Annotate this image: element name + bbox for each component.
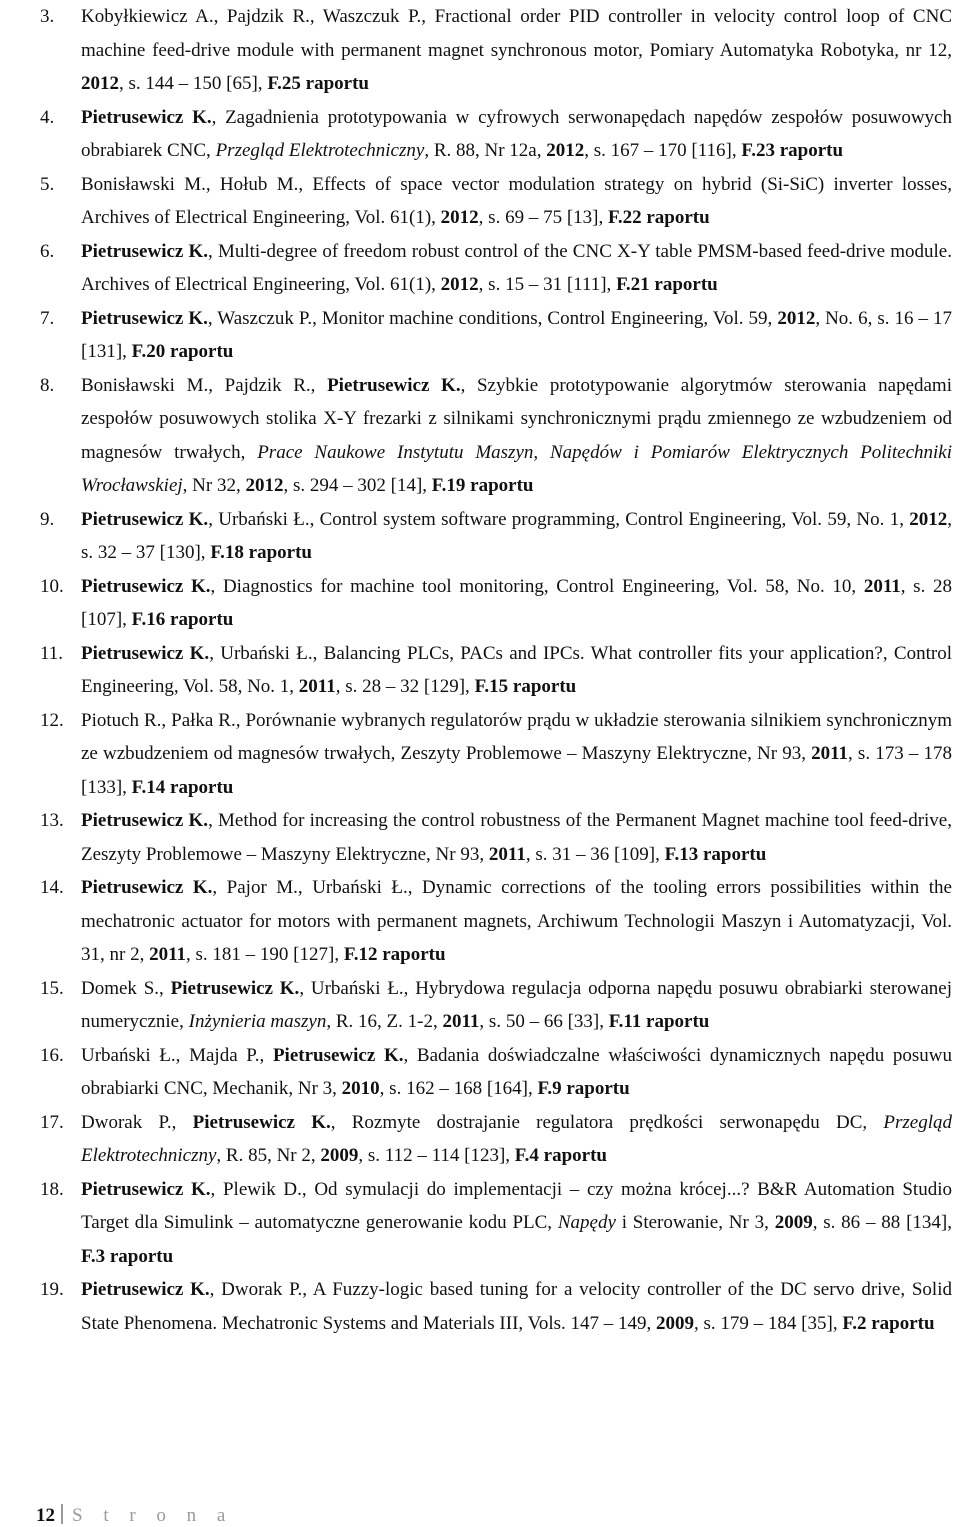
reference-number: 7. [40,307,55,329]
reference-item [40,1106,952,1173]
bold-text: F.18 raportu [210,542,313,563]
bold-text: 2012 [777,307,816,329]
bold-text: F.16 raportu [131,609,234,630]
reference-text: , Multi-degree of freedom robust control of the CNC X-Y table PMSM-based feed-drive module. Archives of Electrical Engineering, Vol. 61(1), [81,240,952,295]
reference-item [40,804,952,871]
bold-text: Pietrusewicz K. [81,106,212,128]
bold-text: Pietrusewicz K. [170,977,300,999]
reference-item [40,570,952,637]
reference-text: , Rozmyte dostrajanie regulatora prędkości serwonapędu DC, [330,1111,884,1133]
italic-text: Przegląd Elektrotechniczny [81,1111,952,1166]
reference-item [40,1039,952,1106]
reference-text: , Pajor M., Urbański Ł., Dynamic corrections of the tooling errors possibilities within the mechatronic actuator for motors with permanent magnets, Archiwum Technologii Maszyn i Automatyzacji, Vol. 31, nr 2, [81,877,952,965]
reference-item [40,871,952,972]
bold-text: 2011 [298,676,336,697]
reference-text: , No. 6, s. 16 – 17 [131], [81,307,953,362]
reference-number: 15. [40,977,64,999]
reference-text: , Dworak P., A Fuzzy-logic based tuning for a velocity controller of the DC servo drive, Solid State Phenomena. Mechatronic Systems and Materials III, Vols. 147 – 149, [81,1279,952,1334]
bold-text: 2011 [488,843,526,865]
reference-text: , s. 144 – 150 [65], [119,73,268,94]
bold-text: F.20 raportu [131,341,234,362]
reference-list [40,0,952,1340]
reference-text: , s. 28 [107], [81,575,952,630]
reference-number: 12. [40,709,64,731]
page-footer [36,1504,233,1527]
italic-text: Napędy [557,1212,616,1233]
reference-item [40,1273,952,1340]
reference-text: Urbański Ł., Majda P., [81,1044,273,1066]
bold-text: F.15 raportu [474,676,577,697]
bold-text: F.14 raportu [131,776,234,798]
reference-text: , s. 167 – 170 [116], [584,140,742,161]
bold-text: 2009 [656,1312,695,1334]
bold-text: F.13 raportu [664,843,767,865]
bold-text: F.3 raportu [81,1245,174,1267]
bold-text: F.21 raportu [616,274,718,295]
reference-item [40,101,952,168]
reference-number: 9. [40,508,55,530]
reference-text: , Urbański Ł., Control system software programming, Control Engineering, Vol. 59, No. 1, [208,508,910,530]
reference-text: Bonisławski M., Hołub M., Effects of space vector modulation strategy on hybrid (Si-SiC) inverter losses, Archives of Electrical Engineering, Vol. 61(1), [81,173,952,228]
reference-text: , s. 86 – 88 [134], [812,1212,952,1233]
reference-number: 3. [40,6,55,27]
reference-text: , R. 85, Nr 2, [216,1145,321,1166]
reference-text: , R. 88, Nr 12a, [424,140,547,161]
bold-text: Pietrusewicz K. [81,307,208,329]
bold-text: 2011 [863,575,901,597]
reference-number: 11. [40,642,64,664]
reference-number: 5. [40,173,55,195]
reference-number: 18. [40,1178,64,1200]
reference-number: 6. [40,240,55,262]
page-number: 12 [36,1505,55,1526]
reference-text: , Plewik D., Od symulacji do implementacji – czy można krócej...? B&R Automation Studio Target dla Simulink – automatyczne generowanie kodu PLC, [81,1178,952,1233]
reference-text: Dworak P., [81,1111,193,1133]
reference-text: , Diagnostics for machine tool monitoring, Control Engineering, Vol. 58, No. 10, [210,575,864,597]
reference-text: Kobyłkiewicz A., Pajdzik R., Waszczuk P., Fractional order PID controller in velocity control loop of CNC machine feed-drive module with permanent magnet synchronous motor, Pomiary Automatyka Robotyka, nr 12, [81,6,952,61]
bold-text: Pietrusewicz K. [192,1111,331,1133]
bold-text: Pietrusewicz K. [81,508,209,530]
reference-text: , Badania doświadczalne właściwości dynamicznych napędu posuwu obrabiarki CNC, Mechanik, Nr 3, [81,1044,952,1099]
bold-text: F.19 raportu [431,475,534,496]
reference-text: , s. 294 – 302 [14], [283,475,432,496]
page-label: S t r o n a [72,1505,234,1526]
reference-text: , s. 173 – 178 [133], [81,743,952,798]
reference-number: 16. [40,1044,64,1066]
reference-item [40,972,952,1039]
reference-item [40,503,952,570]
bold-text: Pietrusewicz K. [81,1279,210,1300]
italic-text: Inżynieria maszyn [188,1011,327,1032]
bold-text: F.9 raportu [537,1078,630,1099]
bold-text: F.12 raportu [343,944,446,965]
italic-text: Przegląd Elektrotechniczny [215,140,425,161]
bold-text: F.25 raportu [267,73,370,94]
bold-text: 2012 [440,274,479,295]
bold-text: 2011 [442,1011,480,1032]
reference-text: , s. 181 – 190 [127], [186,944,344,965]
reference-text: , s. 112 – 114 [123], [358,1145,515,1166]
reference-item [40,168,952,235]
reference-text: Bonisławski M., Pajdzik R., [81,374,328,396]
reference-number: 14. [40,877,64,898]
reference-text: i Sterowanie, Nr 3, [615,1212,775,1233]
bold-text: Pietrusewicz K. [81,642,210,664]
reference-text: , s. 31 – 36 [109], [525,843,665,865]
bold-text: 2012 [546,140,585,161]
reference-text: Piotuch R., Pałka R., Porównanie wybranych regulatorów prądu w układzie sterowania silnikiem synchronicznym ze wzbudzeniem od magnesów trwałych, Zeszyty Problemowe – Maszyny Elektryczne, Nr 93, [81,709,952,764]
bold-text: 2012 [909,508,948,530]
reference-number: 8. [40,374,55,396]
reference-item [40,369,952,503]
bold-text: 2011 [811,743,849,764]
reference-text: , Method for increasing the control robustness of the Permanent Magnet machine tool feed-drive, Zeszyty Problemowe – Maszyny Elektryczne, Nr 93, [81,810,952,865]
reference-text: , s. 28 – 32 [129], [335,676,475,697]
reference-text: , Urbański Ł., Hybrydowa regulacja odporna napędu posuwu obrabiarki sterowanej numerycznie, [81,977,953,1032]
reference-number: 19. [40,1279,64,1300]
bold-text: 2012 [245,475,284,496]
bold-text: Pietrusewicz K. [81,575,211,597]
bold-text: Pietrusewicz K. [327,374,461,396]
reference-text: , s. 50 – 66 [33], [479,1011,609,1032]
reference-number: 4. [40,106,55,128]
bold-text: 2012 [440,207,479,228]
reference-item [40,235,952,302]
reference-item [40,704,952,805]
reference-item [40,0,952,101]
reference-text: , Szybkie prototypowanie algorytmów sterowania napędami zespołów posuwowych stolika X-Y frezarki z silnikami synchronicznymi prądu zmiennego ze wzbudzeniem od magnesów trwałych, [81,374,952,463]
bold-text: Pietrusewicz K. [81,810,209,831]
bold-text: 2009 [774,1212,813,1233]
bold-text: F.22 raportu [607,207,710,228]
bold-text: 2009 [320,1145,359,1166]
bold-text: F.4 raportu [514,1145,607,1166]
reference-number: 13. [40,810,64,831]
footer-separator [61,1504,63,1524]
bold-text: 2012 [81,73,119,94]
reference-item [40,302,952,369]
bold-text: 2011 [149,944,187,965]
bold-text: 2010 [341,1078,380,1099]
bold-text: Pietrusewicz K. [272,1044,404,1066]
bold-text: F.23 raportu [741,140,844,161]
italic-text: Prace Naukowe Instytutu Maszyn, Napędów i Pomiarów Elektrycznych Politechniki Wrocławskiej [81,441,953,496]
reference-number: 10. [40,575,64,597]
reference-text: , s. 179 – 184 [35], [694,1312,843,1334]
bold-text: Pietrusewicz K. [81,240,209,262]
reference-text: , s. 32 – 37 [130], [81,508,952,563]
reference-text: , Urbański Ł., Balancing PLCs, PACs and IPCs. What controller fits your application?, Control Engineering, Vol. 58, No. 1, [81,642,952,697]
bold-text: F.11 raportu [608,1011,710,1032]
reference-text: Domek S., [81,977,171,999]
reference-text: , s. 162 – 168 [164], [379,1078,538,1099]
reference-text: , Nr 32, [182,475,246,496]
reference-text: , R. 16, Z. 1-2, [326,1011,443,1032]
reference-item [40,637,952,704]
reference-text: , s. 69 – 75 [13], [478,207,608,228]
reference-text: , Waszczuk P., Monitor machine conditions, Control Engineering, Vol. 59, [207,307,778,329]
reference-item [40,1173,952,1274]
reference-number: 17. [40,1111,64,1133]
reference-text: , s. 15 – 31 [111], [478,274,617,295]
bold-text: Pietrusewicz K. [81,1178,211,1200]
reference-text: , Zagadnienia prototypowania w cyfrowych serwonapędach napędów zespołów posuwowych obrabiarek CNC, [81,106,952,161]
bold-text: Pietrusewicz K. [81,877,213,898]
bold-text: F.2 raportu [842,1312,935,1334]
